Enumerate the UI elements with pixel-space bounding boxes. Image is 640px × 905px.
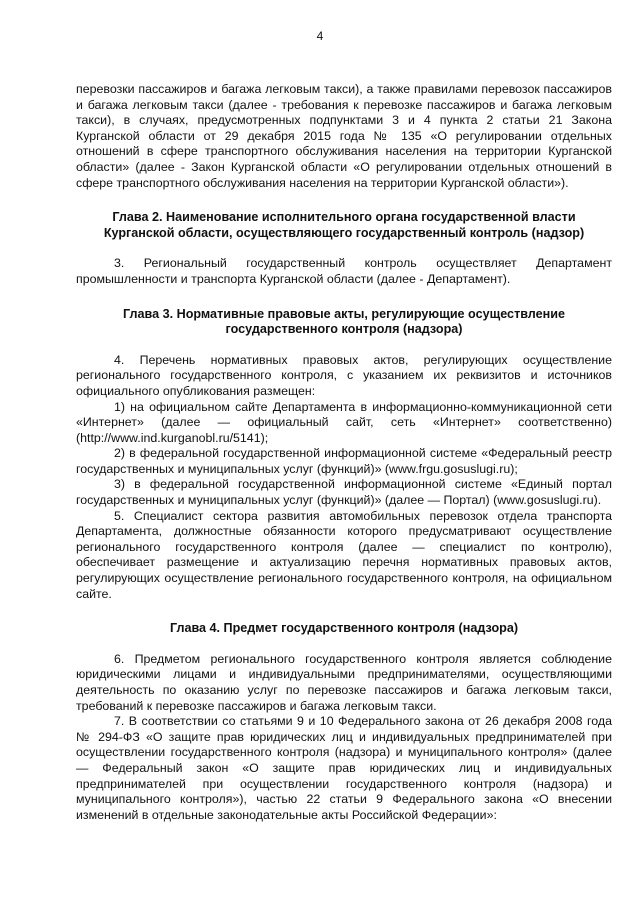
chapter-3-heading: Глава 3. Нормативные правовые акты, регулирующие осуществление государственного контроля (надзора) [123, 306, 565, 337]
paragraph-6: 6. Предметом регионального государственного контроля является соблюдение юридическими лицами и индивидуальными предпринимателями, осуществляющими деятельность по оказанию услуг по перевозке пассажиров и багажа легковым такси, требований к перевозке пассажиров и багажа легковым такси. [76, 651, 612, 713]
paragraph-3: 3. Региональный государственный контроль осуществляет Департамент промышленности и транспорта Курганской области (далее - Департамент). [76, 256, 612, 286]
paragraph-7: 7. В соответствии со статьями 9 и 10 Федерального закона от 26 декабря 2008 года № 294-ФЗ «О защите прав юридических лиц и индивидуальных предпринимателей при осуществлении государственного контроля (надзора) и муниципального контроля» (далее — Федеральный закон «О защите прав юридических лиц и индивидуальных предпринимателей при осуществлении государственного контроля (надзора) и муниципального контроля»), частью 22 статьи 9 Федерального закона «О внесении изменений в отдельные законодательные акты Российской Федерации»: [76, 714, 612, 822]
spacer [76, 338, 612, 353]
spacer [76, 637, 612, 652]
spacer [76, 191, 612, 210]
paragraph-continuation: перевозки пассажиров и багажа легковым такси), а также правилами перевозок пассажиров и багажа легковым такси (далее - требования к перевозке пассажиров и багажа легковым такси), в случаях, предусмотренных подпунктами 3 и 4 пункта 2 статьи 21 Закона Курганской области от 29 декабря 2015 года № 135 «О регулировании отдельных отношений в сфере транспортного обслуживания населения на территории Курганской области» (далее - Закон Курганской области «О регулировании отдельных отношений в сфере транспортного обслуживания населения на территории Курганской области»). [76, 82, 612, 190]
paragraph-4: 4. Перечень нормативных правовых актов, регулирующих осуществление регионального государственного контроля, с указанием их реквизитов и источников официального опубликования размещен: [76, 352, 612, 398]
page-number: 4 [316, 29, 324, 43]
paragraph-4-item-1: 1) на официальном сайте Департамента в информационно-коммуникационной сети «Интернет» (далее — официальный сайт, сеть «Интернет» соответственно) (http://www.ind.kurganobl.ru/5141); [76, 399, 612, 445]
paragraph-5: 5. Специалист сектора развития автомобильных перевозок отдела транспорта Департамента, должностные обязанности которого предусматривают осуществление регионального государственного контроля (далее — специалист по контролю), обеспечивает размещение и актуализацию перечня нормативных правовых актов, регулирующих осуществление регионального государственного контроля, на официальном сайте. [76, 508, 612, 601]
paragraph-4-item-2: 2) в федеральной государственной информационной системе «Федеральный реестр государственных и муниципальных услуг (функций)» (www.frgu.gosuslugi.ru); [76, 446, 612, 476]
chapter-4-heading: Глава 4. Предмет государственного контроля (надзора) [169, 621, 519, 636]
spacer [76, 241, 612, 256]
spacer [76, 288, 612, 307]
paragraph-4-item-3: 3) в федеральной государственной информационной системе «Единый портал государственных и муниципальных услуг (функций)» (далее — Портал) (www.gosuslugi.ru). [76, 477, 612, 508]
chapter-2-heading: Глава 2. Наименование исполнительного органа государственной власти Курганской области, осуществляющего государственный контроль (надзор) [103, 210, 585, 240]
document-body [76, 82, 612, 823]
spacer [76, 602, 612, 621]
